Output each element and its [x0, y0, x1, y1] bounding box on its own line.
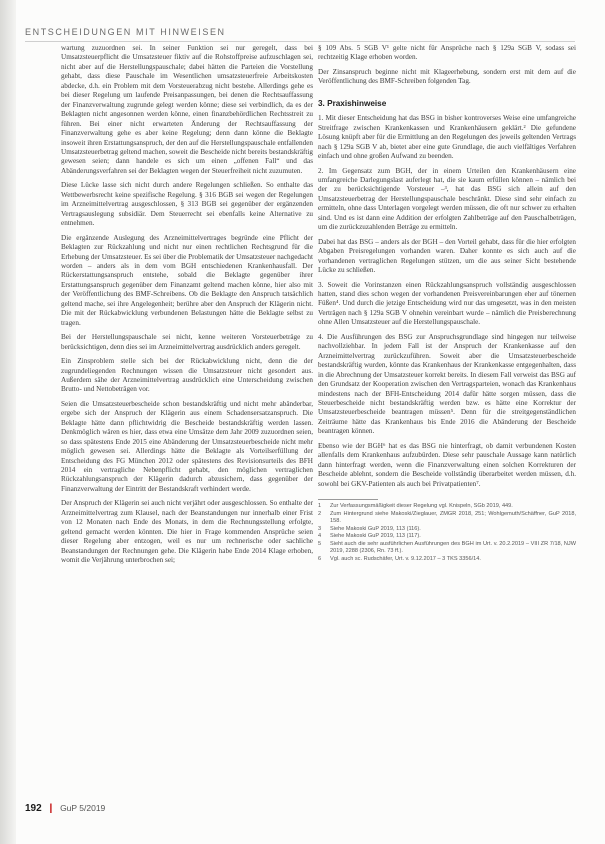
body-paragraph: Ebenso wie der BGH⁶ hat es das BSG nie hinterfragt, ob damit verbundenen Kosten allenfalls dem Krankenhaus aufzubürden. Diese sehr pauschale Aussage kann natürlich dann hinterfragt werden, wenn die Finanzverwaltung einen solchen Korrekturen der Bescheide ablehnt, sondern die Bescheide vollständig überarbeitet werden müssen, d.h. sowohl bei GKV-Patienten als auch bei Privatpatienten⁷.	[318, 441, 576, 488]
body-paragraph: Seien die Umsatzsteuerbescheide schon bestandskräftig und nicht mehr abänderbar, ergebe sich der Anspruch der Klägerin aus einem Schadensersatzanspruch. Die Beklagte hätte dann pflichtwidrig die Bescheide bestandskräftig werden lassen. Denkmöglich wären es hier, dass etwa eine Umsätze dem Jahr 2009 zuzuordnen seien, so dass spätestens Ende 2015 eine Abänderung der Umsatzsteuerbescheide nicht mehr möglich gewesen sei. Allerdings hätte die Beklagte als Vorteilserfüllung der Entscheidung des FG München 2012 oder spätestens des Revisionsurteils des BFH 2014 ein vertragliche Nebenpflicht gehabt, den möglichen vertraglichen Rückzahlungsanspruch der Klägerin dadurch abzusichern, dass gegenüber der Finanzverwaltung der Eintritt der Bestandskraft verhindert werde.	[61, 399, 313, 493]
footnote-text: Siehe Makoski GuP 2019, 113 (116).	[330, 525, 421, 532]
body-paragraph: § 109 Abs. 5 SGB V¹ gelte nicht für Ansprüche nach § 129a SGB V, sodass sei rechtzeitig Klage erhoben worden.	[318, 44, 576, 62]
left-column	[61, 44, 313, 570]
right-column	[318, 44, 576, 564]
page-fold-shadow	[0, 0, 16, 844]
footnote-text: Zum Hintergrund siehe Makoski/Zieglauer, ZMGR 2018, 251; Wohlgemuth/Schäffner, GuP 2018, 158.	[330, 510, 576, 525]
folio-separator: |	[49, 803, 53, 814]
body-paragraph: 3. Soweit die Vorinstanzen einen Rückzahlungsanspruch vollständig ausgeschlossen hatten, stand dies schon wegen der vorhandenen Preisvereinbarungen eher auf tönernen Füßen⁴. Und durch die jetzige Entscheidung wird nur das umgesetzt, was in den meisten Verträgen nach § 129a SGB V ohnehin vereinbart wurde – nämlich die Preisberechnung ohne Allen Umsatzsteuer auf die Herstellungspauschale.	[318, 280, 576, 327]
footnote-number: 3	[318, 525, 322, 532]
body-paragraph: 2. Im Gegensatz zum BGH, der in einem Urteilen den Krankenhäusern eine umfangreiche Darlegungslast auferlegt hat, die sie kaum erfüllen können – nämlich bei der zu berücksichtigende Vorsteuer –³, hat das BSG sich allein auf den Umsatzsteuerbetrag der Herstellungspauschale beschränkt. Diese sind sehr einfach zu ermitteln, ohne dass Unterlagen vorgelegt werden müssen, die oft nur schwer zu erhalten sind. Und es ist dann eine Addition der erfolgten Zahlbeträge auf den Pauschalbeträgen, um die zurückzuzahlenden Beträge zu ermitteln.	[318, 166, 576, 232]
body-paragraph: Bei der Herstellungspauschale sei nicht, kenne weiteren Vorsteuerbeträge zu berücksichtigen, denn dies sei im Arzneimittelvertrag ausdrücklich anders geregelt.	[61, 333, 313, 351]
journal-issue: GuP 5/2019	[60, 803, 106, 813]
body-paragraph: Die ergänzende Auslegung des Arzneimittelvertrages begründe eine Pflicht der Beklagten zur Rückzahlung und nicht nur einen rechtlichen Rechtsgrund für die Erhebung der Umsatzsteuer. Es sei über die Problematik der Umsatzsteuer nachgedacht worden – anders als in dem vom BGH entschiedenen Krankenhausfall. Der Rückerstattungsanspruch entstehe, sobald die Beklagte gegenüber ihrer Erstattungsanspruch gegenüber dem Finanzamt geltend machen könne, hier also mit der Veröffentlichung des BMF-Schreibens. Ob die Beklagte den Anspruch tatsächlich geltend mache, sei ihre Angelegenheit; berühre aber den Anspruch der Klägerin nicht. Die mit der Rückabwicklung verbundenen Belastungen hätte die Beklagte selbst zu tragen.	[61, 233, 313, 327]
body-paragraph: Diese Lücke lasse sich nicht durch andere Regelungen schließen. So enthalte das Wettbewerbsrecht keine spezifische Regelung. § 316 BGB sei wegen der Regelungen im Arzneimittelvertrag ausgeschlossen, § 313 BGB sei gegenüber der ergänzenden Vertragsauslegung subsidiär. Dem Steuerrecht sei ebenfalls keine Alternative zu entnehmen.	[61, 181, 313, 228]
body-paragraph: Der Anspruch der Klägerin sei auch nicht verjährt oder ausgeschlossen. So enthalte der Arzneimittelvertrag zum Klausel, nach der Beanstandungen nur innerhalb einer Frist von 12 Monaten nach Ende des Monats, in dem die Rechnungsstellung erfolgte, geltend gemacht werden könnten. Die hier in Frage kommenden Ansprüche seien dieser Regelung aber entzogen, weil es nur um rechnerische oder sachliche Beanstandungen der Rechnungen gehe. Die Klägerin habe Ende 2014 Klage erhoben, womit die Verjährung unterbrochen sei;	[61, 499, 313, 565]
footnote-text: Vgl. auch sc. Rudschäfer, Urt. v. 9.12.2017 – 3 TKS 3356/14.	[330, 556, 481, 563]
body-paragraph: 4. Die Ausführungen des BSG zur Anspruchsgrundlage sind hingegen nur teilweise nachvollziehbar. In jedem Fall ist der Anspruch der Krankenkasse auf den Arzneimittelvertrag zurückzuführen. Soweit aber die Umsatzsteuerbescheide bestandskräftig wurden, könnte das Krankenhaus der Krankenkasse entgegenhalten, dass in die Abrechnung der Umsatzsteuer korrekt bereits. In diesem Fall verweist das BSG auf den Grundsatz der Kooperation zwischen den Vertragsparteien, wonach das Krankenhaus mindestens nach der BFH-Entscheidung 2014 dafür hätte sorgen müssen, dass die Steuerbescheide nicht bestandskräftig werden bzw. es hätte eine Korrektur der Umsatzsteuerbescheide beantragen müssen⁵. Denn für die streitgegenständlichen Zeiträume hätte das Krankenhaus bis Ende 2016 die Abänderung der Bescheide beantragen können.	[318, 332, 576, 436]
body-paragraph: 1. Mit dieser Entscheidung hat das BSG in bisher kontroverses Weise eine umfangreiche Streitfrage zwischen Krankenkassen und Krankenhäusern geklärt.² Die gefundene Lösung knüpft aber für die Ermittlung an den Regelungen des jeweils geltenden Vertrags nach § 129a SGB V ab, bietet aber eine gute Grundlage, die auch vielfältiges Verfahren einfach und ohne großen Aufwand zu beenden.	[318, 114, 576, 161]
section-heading: 3. Praxishinweise	[318, 98, 387, 108]
page-footer	[25, 803, 105, 814]
footnote-number: 6	[318, 556, 322, 563]
body-paragraph: Der Zinsanspruch beginne nicht mit Klageerhebung, sondern erst mit dem auf die Veröffentlichung des BMF-Schreiben folgenden Tag.	[318, 67, 576, 86]
footnote-number: 4	[318, 533, 322, 540]
running-header	[25, 27, 575, 43]
footnote	[318, 533, 576, 540]
page-number: 192	[25, 803, 42, 814]
footnote	[318, 556, 576, 563]
footnote	[318, 511, 576, 526]
footnote	[318, 503, 576, 510]
footnote-number: 1	[318, 503, 322, 510]
footnote-number: 2	[318, 510, 322, 517]
footnote-number: 5	[318, 541, 322, 548]
body-paragraph: Ein Zinsproblem stelle sich bei der Rückabwicklung nicht, denn die der zugrundeliegenden Rechnungen wissen die Umsatzsteuer nicht gesondert aus. Außerdem sähe der Arzneimittelvertrag ausdrücklich eine Unterscheidung zwischen Brutto- und Nettobeträgen vor.	[61, 357, 313, 394]
footnote	[318, 526, 576, 533]
footnote-text: Siehe Makoski GuP 2019, 113 (117).	[330, 533, 421, 540]
body-paragraph: Dabei hat das BSG – anders als der BGH – den Vorteil gehabt, dass für die hier erfolgten Abgaben Preisregelungen vorhanden waren. Daher konnte es sich auch auf die vorhandenen vertraglichen Regelungen stützen, um die aus seiner Sicht bestehende Lücke zu schließen.	[318, 237, 576, 275]
footnote	[318, 541, 576, 556]
footnote-text: Sieht auch die sehr ausführlichen Ausführungen des BGH im Urt. v. 20.2.2019 – VIII ZR 7/18, NJW 2019, 2288 (2306, Rn. 73 ff.).	[330, 541, 576, 555]
running-title: ENTSCHEIDUNGEN MIT HINWEISEN	[25, 27, 226, 37]
header-rule	[25, 41, 575, 42]
footnote-list	[318, 503, 576, 563]
footnote-text: Zur Verfassungsmäßigkeit dieser Regelung vgl. Knispeln, SGb 2019, 449.	[330, 503, 513, 510]
body-paragraph: wartung zuzuordnen sei. In seiner Funktion sei nur geregelt, dass bei Umsatzsteuerpflicht die Umsatzsteuer fiktiv auf die Rohstoffpreise aufzuschlagen sei, nicht aber auf die Herstellungspauschale; dabei hätten die Parteien die Vorstellung gehabt, dass diese Pauschale im Wesentlichen umsatzsteuerfreie Arbeitskosten abdecke, d.h. ein Problem mit dem Vorsteuerabzug nicht bestehe. Allerdings gehe es bei dieser Regelung um laufende Preisanpassungen, bei denen die Rechtsauffassung der Finanzverwaltung zugrunde gelegt werden könne; diese sei verbindlich, da es der Beklagten nicht angesonnen werden könne, einen finanzbehördlichen Rechtsstreit zu führen. Bei einer nicht erwarteten Änderung der Rechtsauffassung der Finanzverwaltung gehe es aber keine Regelung; denn dann könne die Beklagte insoweit ihren Erstattungsanspruch, der den auf die Herstellungspauschale entfallenden Umsatzsteuerbetrag geltend machen, soweit die Bescheide nicht bereits bestandskräftig gewesen seien; dann handele es sich um einen „offenen Fall“ und das Abänderungsverfahren sei der Beklagten wegen der Steuerfreiheit nicht zuzumuten.	[61, 44, 313, 175]
